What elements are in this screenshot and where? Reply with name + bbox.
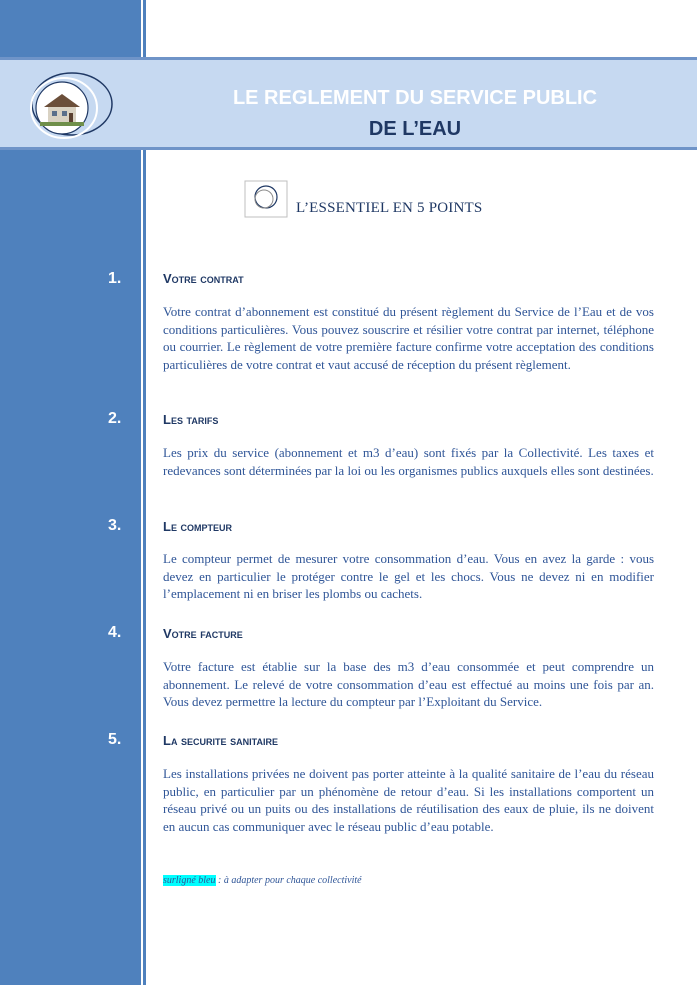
section-paragraph: Les prix du service (abonnement et m3 d’eau) sont fixés par la Collectivité. Les taxes et redevances sont déterminées par la loi ou les organismes publics auxquels elles sont destinées. bbox=[163, 445, 654, 478]
section-number: 4. bbox=[108, 624, 122, 641]
footnote-text: : à adapter pour chaque collectivité bbox=[215, 875, 362, 886]
section-heading: Les tarifs bbox=[163, 412, 219, 427]
section-heading: Votre contrat bbox=[163, 271, 244, 286]
section-number: 3. bbox=[108, 517, 122, 534]
section-heading: Le compteur bbox=[163, 519, 233, 534]
section-paragraph: Le compteur permet de mesurer votre consommation d’eau. Vous en avez la garde : vous devez en particulier le protéger contre le gel et les chocs. Vous ne devez ni en modifier l’emplacement ni en briser les plombs ou cachets. bbox=[163, 551, 654, 601]
section-heading: La securite sanitaire bbox=[163, 733, 279, 748]
section-heading: Votre facture bbox=[163, 626, 243, 641]
essentiel-header bbox=[244, 180, 544, 220]
section-number: 5. bbox=[108, 731, 122, 748]
section-number: 2. bbox=[108, 410, 122, 427]
title-line-1: LE REGLEMENT DU SERVICE PUBLIC bbox=[232, 87, 598, 109]
house-logo-icon bbox=[26, 68, 116, 144]
section-number: 1. bbox=[108, 270, 122, 287]
footnote bbox=[163, 875, 362, 886]
circle-emblem-icon bbox=[244, 180, 288, 218]
section-paragraph: Votre contrat d’abonnement est constitué du présent règlement du Service de l’Eau et de vos conditions particulières. Vous pouvez souscrire et résilier votre contrat par internet, téléphone ou courrier. Le règlement de votre première facture confirme votre acceptation des conditions particulières de votre contrat et vaut accusé de réception du présent règlement. bbox=[163, 304, 654, 372]
essentiel-title: L’ESSENTIEL EN 5 POINTS bbox=[296, 200, 483, 216]
section-paragraph: Votre facture est établie sur la base des m3 d’eau consommée et peut comprendre un abonnement. Le relevé de votre consommation d’eau est effectué au moins une fois par an. Vous devez permettre la lecture du compteur par l’Exploitant du Service. bbox=[163, 659, 654, 709]
section-paragraph: Les installations privées ne doivent pas porter atteinte à la qualité sanitaire de l’eau du réseau public, en particulier par un phénomène de retour d’eau. Si les installations comportent un réseau privé ou un puits ou des installations de réutilisation des eaux de pluie, ils ne doivent en aucun cas communiquer avec le réseau public d’eau potable. bbox=[163, 766, 654, 834]
highlight-sample: surligné bleu bbox=[163, 875, 216, 886]
title-line-2: DE L’EAU bbox=[368, 118, 462, 140]
